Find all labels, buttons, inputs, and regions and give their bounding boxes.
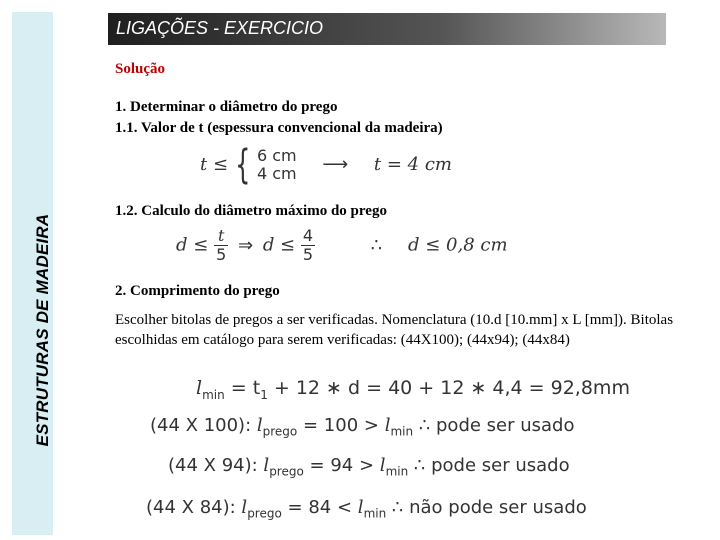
- check-var: l: [263, 455, 270, 476]
- fraction-4-5: [301, 227, 315, 264]
- formula-t-lhs: t ≤: [200, 154, 229, 175]
- check-label: (44 X 84):: [146, 497, 242, 518]
- step-2-paragraph: Escolher bitolas de pregos a ser verificadas. Nomenclatura (10.d [10.mm] x L [mm]). Bitolas escolhidas em catálogo para serem verificadas: (44X100); (44x94); (44x84): [115, 312, 674, 348]
- check-label: (44 X 94):: [168, 455, 264, 476]
- formula-lmin: [196, 377, 630, 402]
- check-conclusion: ∴ pode ser usado: [413, 415, 575, 436]
- check-cmp: l: [379, 455, 386, 476]
- check-44x94: [168, 455, 570, 479]
- check-cmp: l: [384, 415, 391, 436]
- formula-t-result: t = 4 cm: [373, 154, 452, 175]
- fraction-t-5: [214, 227, 228, 264]
- fraction-t-5-den: 5: [216, 245, 227, 264]
- check-cmp-sub: min: [363, 506, 387, 521]
- check-var: l: [241, 497, 248, 518]
- check-44x100: [150, 415, 575, 439]
- fraction-4-5-num: 4: [302, 226, 314, 245]
- therefore-symbol: ∴: [370, 234, 383, 256]
- check-var-sub: prego: [269, 464, 304, 479]
- check-value: = 94 >: [303, 455, 380, 476]
- formula-t: [200, 142, 452, 188]
- check-var-sub: prego: [262, 424, 298, 439]
- check-label: (44 X 100):: [150, 415, 257, 436]
- header-bar: [108, 13, 666, 45]
- formula-t-option-2: 4 cm: [256, 164, 297, 183]
- sidebar-title: ESTRUTURAS DE MADEIRA: [33, 213, 52, 447]
- fraction-t-5-num: t: [217, 226, 225, 245]
- formula-d-lhs-2: d ≤: [262, 234, 296, 256]
- formula-d-lhs: d ≤: [176, 234, 209, 256]
- formula-lmin-t-sub: 1: [260, 387, 268, 402]
- check-cmp: l: [357, 497, 364, 518]
- formula-t-option-1: 6 cm: [256, 146, 297, 165]
- check-value: = 84 <: [281, 497, 358, 518]
- arrow-symbol: ⟶: [322, 154, 349, 175]
- check-var: l: [256, 415, 263, 436]
- check-cmp-sub: min: [385, 464, 409, 479]
- formula-d-result: d ≤ 0,8 cm: [407, 234, 508, 256]
- formula-t-options: [257, 147, 297, 183]
- step-1-heading: 1. Determinar o diâmetro do prego: [115, 99, 338, 115]
- check-44x84: [146, 497, 587, 521]
- step-1-1-heading: 1.1. Valor de t (espessura convencional da madeira): [115, 120, 443, 136]
- check-cmp-sub: min: [390, 424, 414, 439]
- check-conclusion: ∴ não pode ser usado: [386, 497, 587, 518]
- formula-lmin-rest: + 12 ∗ d = 40 + 12 ∗ 4,4 = 92,8mm: [267, 377, 630, 399]
- subtitle: Solução: [115, 61, 166, 77]
- check-value: = 100 >: [297, 415, 385, 436]
- page-title: LIGAÇÕES - EXERCICIO: [116, 18, 324, 38]
- brace-symbol: {: [234, 142, 251, 188]
- fraction-4-5-den: 5: [302, 245, 314, 264]
- formula-lmin-eq: = t: [230, 377, 261, 399]
- check-var-sub: prego: [247, 506, 282, 521]
- implies-symbol: ⇒: [237, 234, 254, 256]
- formula-lmin-var-sub: min: [202, 387, 225, 402]
- check-conclusion: ∴ pode ser usado: [408, 455, 570, 476]
- formula-lmin-var: l: [196, 377, 203, 399]
- step-2-heading: 2. Comprimento do prego: [115, 283, 280, 299]
- step-1-2-heading: 1.2. Calculo do diâmetro máximo do prego: [115, 203, 387, 219]
- formula-d: [176, 227, 508, 264]
